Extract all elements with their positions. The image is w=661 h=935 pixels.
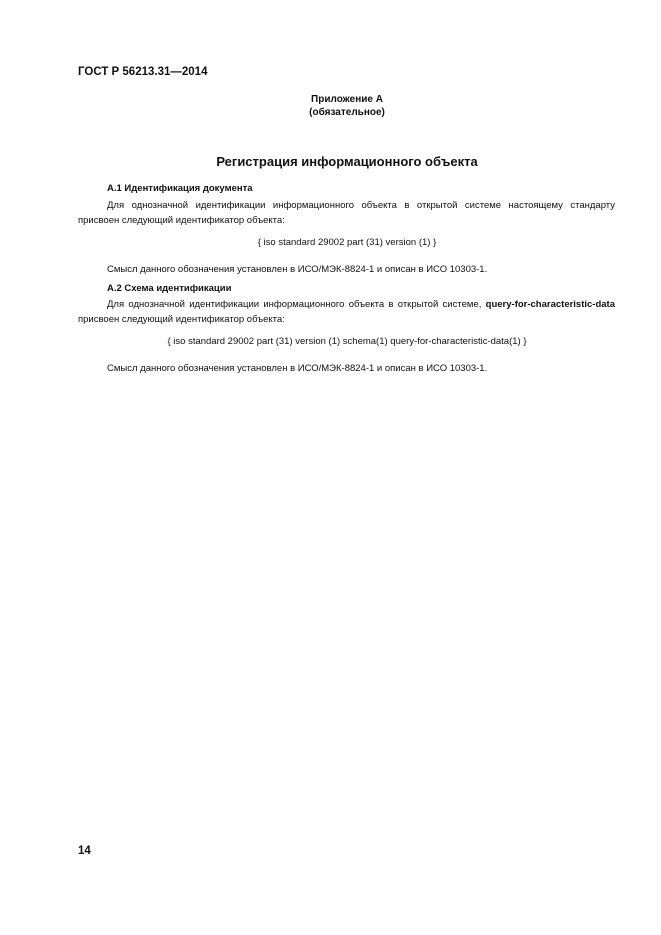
section-a2-intro-suffix: присвоен следующий идентификатор объекта: (78, 314, 285, 325)
page-number: 14 (78, 845, 91, 857)
section-a1-intro: Для однозначной идентификации информационного объекта в открытой системе настоящему стандарту присвоен следующий идентификатор объекта: (78, 200, 615, 226)
section-a2-note: Смысл данного обозначения установлен в ИСО/МЭК-8824-1 и описан в ИСО 10303-1. (107, 363, 488, 374)
annex-status: (обязательное) (309, 107, 385, 118)
section-a2-intro (78, 297, 615, 327)
section-a1-identifier: { iso standard 29002 part (31) version (1) } (257, 237, 437, 248)
section-heading-a2: А.2 Схема идентификации (107, 283, 232, 294)
annex-label: Приложение А (311, 94, 383, 105)
section-heading-a1: А.1 Идентификация документа (107, 183, 253, 194)
schema-name: query-for-characteristic-data (485, 299, 616, 310)
section-a2-identifier: { iso standard 29002 part (31) version (1) schema(1) query-for-characteristic-data(1) } (167, 336, 527, 347)
annex-block (0, 93, 661, 119)
standard-code-header: ГОСТ Р 56213.31—2014 (78, 66, 208, 78)
section-a2-intro-prefix: Для однозначной идентификации информационного объекта в открытой системе, (107, 299, 482, 310)
page-title: Регистрация информационного объекта (216, 154, 478, 169)
section-a1-note: Смысл данного обозначения установлен в ИСО/МЭК-8824-1 и описан в ИСО 10303-1. (107, 264, 488, 275)
